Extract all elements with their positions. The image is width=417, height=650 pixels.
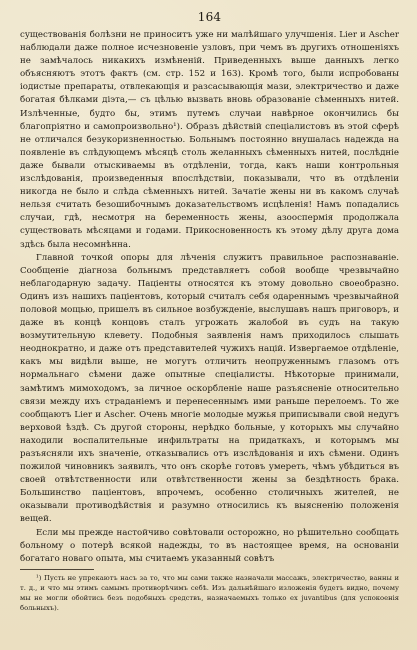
page-number: 164 xyxy=(197,10,222,24)
paragraph-1: существованія болѣзни не приноситъ уже ни малѣйшаго улучшенія. Lier и Ascher наблюдали даже полное исчезновеніе узловъ, при чемъ въ другихъ отношеніяхъ не замѣчалось никакихъ измѣненій. Приведенныхъ выше данныхъ легко объясняютъ этотъ фактъ (см. стр. 152 и 163). Кромѣ того, были испробованы іодистые препараты, отвлекающія и разсасывающія мази, электричество и даже богатая бѣлками діэта,— съ цѣлью вызвать вновь образованіе сѣменныхъ нитей. Излѣченные, будто бы, этимъ путемъ случаи навѣрное окончились бы благопріятно и самопроизвольно¹). Образъ дѣйствій спеціалистовъ въ этой сферѣ не отличался безукоризненностью. Больнымъ постоянно внушалась надежда на появленіе въ слѣдующемъ мѣсяцѣ столь желанныхъ сѣменныхъ нитей, послѣдніе даже бывали отыскиваемы въ отдѣленіи, тогда, какъ наши контрольныя изслѣдованія, произведенныя впослѣдствіи, показывали, что въ отдѣленіи никогда не было и слѣда сѣменныхъ нитей. Зачатіе жены ни въ какомъ случаѣ нельзя считать безошибочнымъ доказательствомъ исцѣленія! Намъ попадались случаи, гдѣ, несмотря на беременность жены, азооспермія продолжала существовать мѣсяцами и годами. Прикосновенность къ этому дѣлу друга дома здѣсь была несомнѣнна. xyxy=(20,30,399,250)
footnote: ¹) Пусть не упрекаютъ насъ за то, что мы сами также назначали массажъ, электричество, ванны и т. д., и что мы этимъ самымъ противорѣчимъ себѣ. Изъ дальнѣйшаго изложенія будетъ видно, почему мы не могли обойтись безъ подобныхъ средствъ, назначаемыхъ только ex juvantibus (для успокоенія больныхъ). xyxy=(20,573,399,613)
paragraph-2: Главной точкой опоры для лѣченія служитъ правильное распознаваніе. Сообщеніе діагноза больнымъ представляетъ собой вообще чрезвычайно неблагодарную задачу. Паціенты относятся къ этому довольно своеобразно. Одинъ изъ нашихъ паціентовъ, который считалъ себя одареннымъ чрезвычайной половой мощью, пришелъ въ сильное возбужденіе, выслушавъ нашъ приговоръ, и даже въ концѣ концовъ сталъ угрожать жалобой въ судъ на такую возмутительную клевету. Подобныя заявленія намъ приходилось слышать неоднократно, и даже отъ представителей чужихъ націй. Извергаемое отдѣленіе, какъ мы видѣли выше, не могутъ отличить неопруженнымъ глазомъ отъ нормальнаго сѣмени даже опытные спеціалисты. Нѣкоторые принимали, замѣтимъ мимоходомъ, за личное оскорбленіе наше разъясненіе относительно связи между ихъ страданіемъ и перенесеннымъ ими раньше перелоемъ. То же сообщаютъ Lier и Ascher. Очень многіе молодые мужья приписывали свой недугъ верховой ѣздѣ. Съ другой стороны, нерѣдко больные, у которыхъ мы случайно находили воспалительные инфильтраты на придаткахъ, и которымъ мы разъясняли ихъ значеніе, отказывались отъ изслѣдованія и ихъ сѣмени. Одинъ пожилой чиновникъ заявилъ, что онъ скорѣе готовъ умереть, чѣмъ убѣдиться въ своей отвѣтственности или отвѣтственности жены за бездѣтность брака. Большинство паціентовъ, впрочемъ, особенно столичныхъ жителей, не оказывали противодѣйствія и разумно относились къ выясненію положенія вещей. xyxy=(20,252,399,525)
main-text xyxy=(20,29,399,566)
footnote-separator xyxy=(20,569,94,570)
paragraph-3: Если мы прежде настойчиво совѣтовали осторожно, но рѣшительно сообщать больному о потерѣ всякой надежды, то въ настоящее время, на основаніи богатаго новаго опыта, мы считаемъ указанный совѣтъ xyxy=(20,527,399,564)
